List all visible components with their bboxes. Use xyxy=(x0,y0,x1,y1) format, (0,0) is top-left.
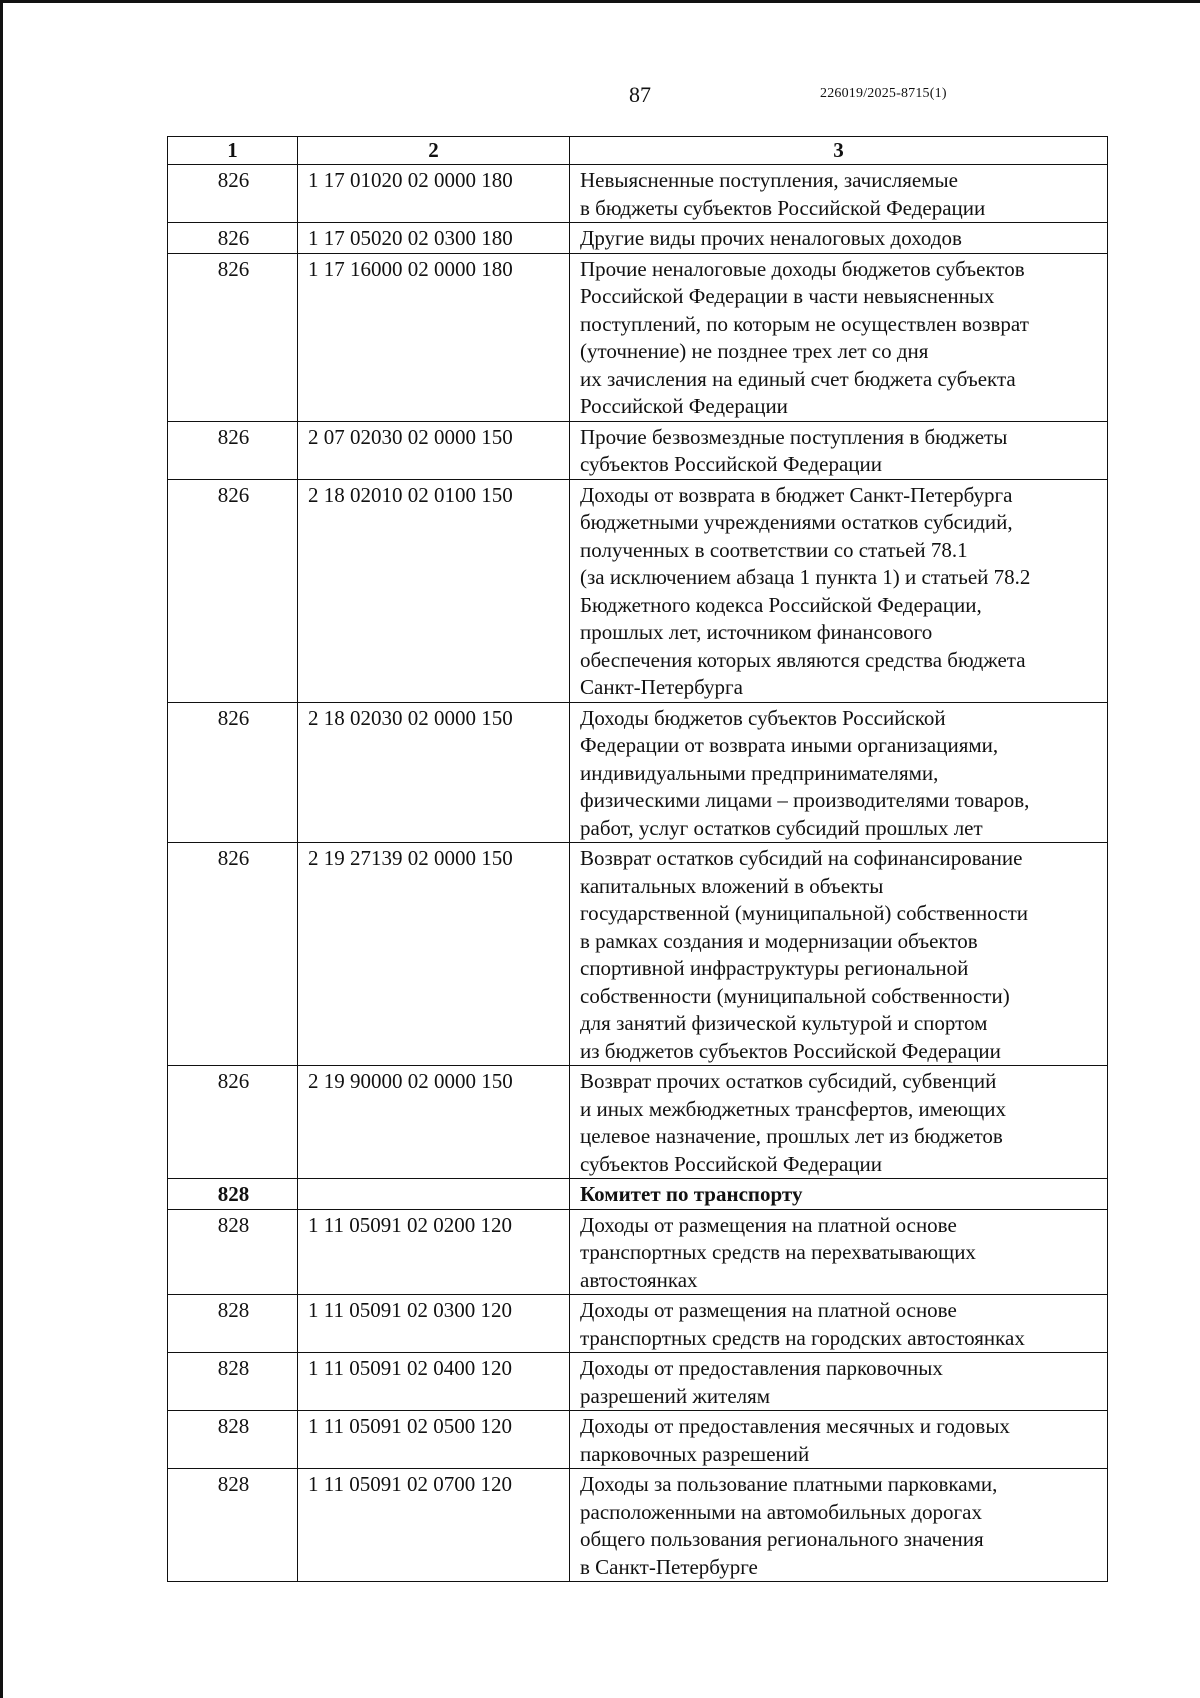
table-row xyxy=(168,421,1108,479)
table-row xyxy=(168,479,1108,702)
admin-code-cell: 828 xyxy=(168,1209,298,1295)
table-row xyxy=(168,165,1108,223)
scan-border-top xyxy=(0,0,1200,3)
table-row xyxy=(168,843,1108,1066)
budget-code-cell: 1 11 05091 02 0400 120 xyxy=(298,1353,570,1411)
description-cell: Комитет по транспорту xyxy=(570,1179,1108,1210)
budget-code-cell: 1 11 05091 02 0700 120 xyxy=(298,1469,570,1582)
admin-code-cell: 826 xyxy=(168,479,298,702)
budget-code-cell: 2 19 27139 02 0000 150 xyxy=(298,843,570,1066)
admin-code-cell: 826 xyxy=(168,253,298,421)
section-row xyxy=(168,1179,1108,1210)
description-cell: Доходы от размещения на платной основе транспортных средств на городских автостоянках xyxy=(570,1295,1108,1353)
description-cell: Доходы от предоставления парковочных разрешений жителям xyxy=(570,1353,1108,1411)
table-body xyxy=(168,165,1108,1582)
description-cell: Другие виды прочих неналоговых доходов xyxy=(570,223,1108,254)
description-cell: Доходы за пользование платными парковками, расположенными на автомобильных дорогах общего пользования регионального значения в Санкт-Петербурге xyxy=(570,1469,1108,1582)
budget-code-cell: 2 18 02030 02 0000 150 xyxy=(298,702,570,843)
admin-code-cell: 828 xyxy=(168,1295,298,1353)
column-header-3: 3 xyxy=(570,137,1108,165)
description-cell: Возврат прочих остатков субсидий, субвенций и иных межбюджетных трансфертов, имеющих целевое назначение, прошлых лет из бюджетов субъектов Российской Федерации xyxy=(570,1066,1108,1179)
description-cell: Доходы от возврата в бюджет Санкт-Петербурга бюджетными учреждениями остатков субсидий, полученных в соответствии со статьей 78.1 (за исключением абзаца 1 пункта 1) и статьей 78.2 Бюджетного кодекса Российской Федерации, прошлых лет, источником финансового обеспечения которых являются средства бюджета Санкт-Петербурга xyxy=(570,479,1108,702)
table-row xyxy=(168,1295,1108,1353)
table-row xyxy=(168,1469,1108,1582)
admin-code-cell: 826 xyxy=(168,223,298,254)
column-header-2: 2 xyxy=(298,137,570,165)
description-cell: Прочие безвозмездные поступления в бюджеты субъектов Российской Федерации xyxy=(570,421,1108,479)
description-cell: Доходы от предоставления месячных и годовых парковочных разрешений xyxy=(570,1411,1108,1469)
table-row xyxy=(168,1066,1108,1179)
admin-code-cell: 828 xyxy=(168,1353,298,1411)
description-cell: Возврат остатков субсидий на софинансирование капитальных вложений в объекты государственной (муниципальной) собственности в рамках создания и модернизации объектов спортивной инфраструктуры региональной собственности (муниципальной собственности) для занятий физической культурой и спортом из бюджетов субъектов Российской Федерации xyxy=(570,843,1108,1066)
budget-code-cell: 1 17 01020 02 0000 180 xyxy=(298,165,570,223)
description-cell: Невыясненные поступления, зачисляемые в бюджеты субъектов Российской Федерации xyxy=(570,165,1108,223)
admin-code-cell: 826 xyxy=(168,165,298,223)
admin-code-cell: 828 xyxy=(168,1469,298,1582)
budget-code-cell: 1 11 05091 02 0300 120 xyxy=(298,1295,570,1353)
budget-code-cell: 2 19 90000 02 0000 150 xyxy=(298,1066,570,1179)
description-cell: Прочие неналоговые доходы бюджетов субъектов Российской Федерации в части невыясненных поступлений, по которым не осуществлен возврат (уточнение) не позднее трех лет со дня их зачисления на единый счет бюджета субъекта Российской Федерации xyxy=(570,253,1108,421)
admin-code-cell: 826 xyxy=(168,702,298,843)
budget-codes-table xyxy=(167,136,1108,1582)
table-row xyxy=(168,1353,1108,1411)
page-number: 87 xyxy=(629,82,651,107)
budget-code-cell xyxy=(298,1179,570,1210)
budget-code-cell: 2 07 02030 02 0000 150 xyxy=(298,421,570,479)
table-row xyxy=(168,1209,1108,1295)
description-cell: Доходы от размещения на платной основе транспортных средств на перехватывающих автостоянках xyxy=(570,1209,1108,1295)
admin-code-cell: 826 xyxy=(168,1066,298,1179)
document-id: 226019/2025-8715(1) xyxy=(820,86,947,101)
budget-code-cell: 1 17 05020 02 0300 180 xyxy=(298,223,570,254)
table-row xyxy=(168,253,1108,421)
budget-code-cell: 2 18 02010 02 0100 150 xyxy=(298,479,570,702)
table-row xyxy=(168,223,1108,254)
admin-code-cell: 826 xyxy=(168,843,298,1066)
admin-code-cell: 826 xyxy=(168,421,298,479)
budget-code-cell: 1 11 05091 02 0200 120 xyxy=(298,1209,570,1295)
admin-code-cell: 828 xyxy=(168,1179,298,1210)
admin-code-cell: 828 xyxy=(168,1411,298,1469)
description-cell: Доходы бюджетов субъектов Российской Федерации от возврата иными организациями, индивидуальными предпринимателями, физическими лицами – производителями товаров, работ, услуг остатков субсидий прошлых лет xyxy=(570,702,1108,843)
table-row xyxy=(168,1411,1108,1469)
budget-code-cell: 1 11 05091 02 0500 120 xyxy=(298,1411,570,1469)
table-header-row xyxy=(168,137,1108,165)
column-header-1: 1 xyxy=(168,137,298,165)
budget-code-cell: 1 17 16000 02 0000 180 xyxy=(298,253,570,421)
table-row xyxy=(168,702,1108,843)
scan-border-left xyxy=(0,0,3,1698)
